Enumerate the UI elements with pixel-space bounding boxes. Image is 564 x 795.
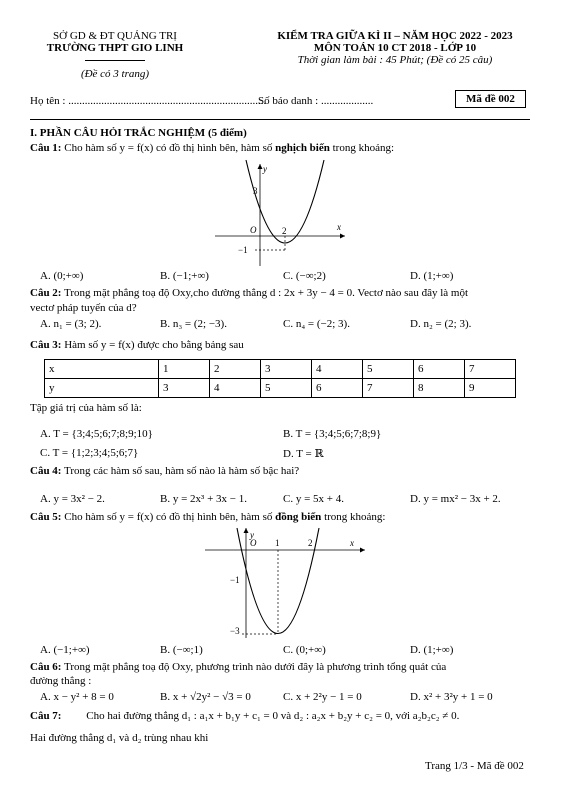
table-cell: 7 — [465, 360, 516, 379]
question-text: Trong các hàm số sau, hàm số nào là hàm số bậc hai? — [64, 465, 300, 477]
table-cell: 4 — [210, 379, 261, 398]
option-a[interactable]: A. (−1;+∞) — [40, 644, 90, 656]
origin-label: O — [250, 225, 257, 235]
option-c[interactable]: C. (−∞;2) — [283, 270, 326, 282]
question-4 — [30, 465, 299, 477]
name-field: Họ tên : ........................................................................ — [30, 95, 267, 107]
option-c[interactable]: C. (0;+∞) — [283, 644, 326, 656]
question-text-line2: Hai đường thẳng d₁ và d₂ trùng nhau khi — [30, 732, 209, 744]
table-cell: 5 — [261, 379, 312, 398]
x-axis-arrow — [340, 234, 345, 239]
table-cell: 8 — [414, 379, 465, 398]
option-c[interactable]: C. T = {1;2;3;4;5;6;7} — [40, 447, 139, 459]
question-6 — [30, 661, 446, 673]
header-right — [255, 30, 535, 66]
option-b[interactable]: B. T = {3;4;5;6;7;8;9} — [283, 428, 382, 440]
question-text-line2: vectơ pháp tuyến của d? — [30, 302, 137, 314]
question-text: Cho hàm số y = f(x) có đồ thị hình bên, hàm số — [64, 142, 276, 154]
question-text: Cho hàm số y = f(x) có đồ thị hình bên, hàm số — [64, 511, 276, 523]
option-b[interactable]: B. (−1;+∞) — [160, 270, 209, 282]
question-text: Hàm số y = f(x) được cho bằng bảng sau — [64, 339, 244, 351]
option-a[interactable]: A. n₁ = (3; 2). — [40, 318, 102, 330]
table-cell: x — [45, 360, 159, 379]
table-row — [45, 379, 516, 398]
tick-label: 2 — [308, 538, 313, 548]
y-axis-label: y — [250, 530, 254, 540]
question-5 — [30, 511, 385, 523]
question-text-end: trong khoảng: — [329, 142, 395, 154]
question-text-end: trong khoảng: — [321, 511, 386, 523]
y-axis-arrow — [244, 528, 249, 533]
page-footer: Trang 1/3 - Mã đề 002 — [425, 760, 524, 772]
question-text: Cho hai đường thẳng d₁ : a₁x + b₁y + c₁ = 0 và d₂ : a₂x + b₂y + c₂ = 0, với a₂b₂c₂ ≠ 0. — [86, 710, 460, 722]
question-text: Trong mặt phẳng toạ độ Oxy, phương trình nào dưới đây là phương trình tổng quát của — [64, 661, 447, 673]
option-b[interactable]: B. (−∞;1) — [160, 644, 203, 656]
question-label: Câu 2: — [30, 287, 62, 299]
option-d[interactable]: D. y = mx² − 3x + 2. — [410, 493, 501, 505]
table-cell: 5 — [363, 360, 414, 379]
question-keyword: nghịch biến — [275, 142, 330, 154]
option-c[interactable]: C. x + 2²y − 1 = 0 — [283, 691, 362, 703]
table-cell: 1 — [159, 360, 210, 379]
pages-note: (Đề có 3 trang) — [80, 68, 150, 80]
question-text: Trong mặt phẳng toạ độ Oxy,cho đường thẳng d : 2x + 3y − 4 = 0. Vectơ nào sau đây là một — [64, 287, 468, 299]
question-keyword: đồng biến — [275, 511, 322, 523]
tick-label: −3 — [230, 626, 240, 636]
tick-label: 2 — [282, 226, 287, 236]
tick-label: 1 — [275, 538, 280, 548]
option-d[interactable]: D. T = ℝ — [283, 448, 324, 460]
table-cell: 6 — [312, 379, 363, 398]
value-table — [44, 359, 516, 398]
department: SỞ GD & ĐT QUẢNG TRỊ — [53, 30, 177, 42]
question-2 — [30, 287, 468, 299]
question-text-line2: Tập giá trị của hàm số là: — [30, 402, 142, 414]
option-d[interactable]: D. (1;+∞) — [410, 270, 454, 282]
option-b[interactable]: B. y = 2x³ + 3x − 1. — [160, 493, 247, 505]
option-d[interactable]: D. n₂ = (2; 3). — [410, 318, 472, 330]
y-axis-arrow — [258, 164, 263, 169]
table-row — [45, 360, 516, 379]
table-cell: 4 — [312, 360, 363, 379]
exam-code-box: Mã đề 002 — [455, 90, 526, 108]
option-b[interactable]: B. n₃ = (2; −3). — [160, 318, 227, 330]
y-axis-label: y — [263, 164, 267, 174]
table-cell: y — [45, 379, 159, 398]
candidate-id-field: Số báo danh : ................... — [258, 95, 374, 107]
option-c[interactable]: C. y = 5x + 4. — [283, 493, 344, 505]
table-cell: 6 — [414, 360, 465, 379]
question-label: Câu 3: — [30, 339, 62, 351]
x-axis-label: x — [350, 538, 354, 548]
subject-line: MÔN TOÁN 10 CT 2018 - LỚP 10 — [313, 42, 477, 54]
option-a[interactable]: A. T = {3;4;5;6;7;8;9;10} — [40, 428, 153, 440]
tick-label: −1 — [238, 245, 248, 255]
tick-label: 3 — [253, 186, 258, 196]
option-d[interactable]: D. (1;+∞) — [410, 644, 454, 656]
x-axis-arrow — [360, 548, 365, 553]
question-label: Câu 6: — [30, 661, 62, 673]
exam-title: KIỂM TRA GIỮA KÌ II – NĂM HỌC 2022 - 2023 — [277, 30, 513, 42]
header-divider — [30, 119, 530, 120]
table-cell: 2 — [210, 360, 261, 379]
question-label: Câu 4: — [30, 465, 62, 477]
question-1 — [30, 142, 394, 154]
table-cell: 7 — [363, 379, 414, 398]
question-label: Câu 5: — [30, 511, 62, 523]
question-3 — [30, 339, 244, 351]
tick-label: −1 — [230, 575, 240, 585]
option-a[interactable]: A. x − y² + 8 = 0 — [40, 691, 114, 703]
table-cell: 3 — [261, 360, 312, 379]
option-c[interactable]: C. n₄ = (−2; 3). — [283, 318, 350, 330]
option-a[interactable]: A. y = 3x² − 2. — [40, 493, 105, 505]
q5-graph — [200, 526, 375, 641]
header-underline — [85, 60, 145, 61]
table-cell: 9 — [465, 379, 516, 398]
option-b[interactable]: B. x + √2y² − √3 = 0 — [160, 691, 251, 703]
x-axis-label: x — [337, 222, 341, 232]
option-a[interactable]: A. (0;+∞) — [40, 270, 84, 282]
header-left — [30, 30, 200, 80]
q1-graph — [210, 158, 350, 270]
section-title: I. PHẦN CÂU HỎI TRẮC NGHIỆM (5 điểm) — [30, 127, 247, 139]
school-name: TRƯỜNG THPT GIO LINH — [46, 42, 184, 54]
question-text-line2: đường thẳng : — [30, 675, 92, 687]
option-d[interactable]: D. x² + 3²y + 1 = 0 — [410, 691, 493, 703]
table-cell: 3 — [159, 379, 210, 398]
question-label: Câu 7: — [30, 710, 62, 722]
question-label: Câu 1: — [30, 142, 62, 154]
question-7 — [30, 710, 459, 722]
origin-label: O — [250, 538, 257, 548]
time-note: Thời gian làm bài : 45 Phút; (Đề có 25 câu) — [297, 54, 493, 66]
